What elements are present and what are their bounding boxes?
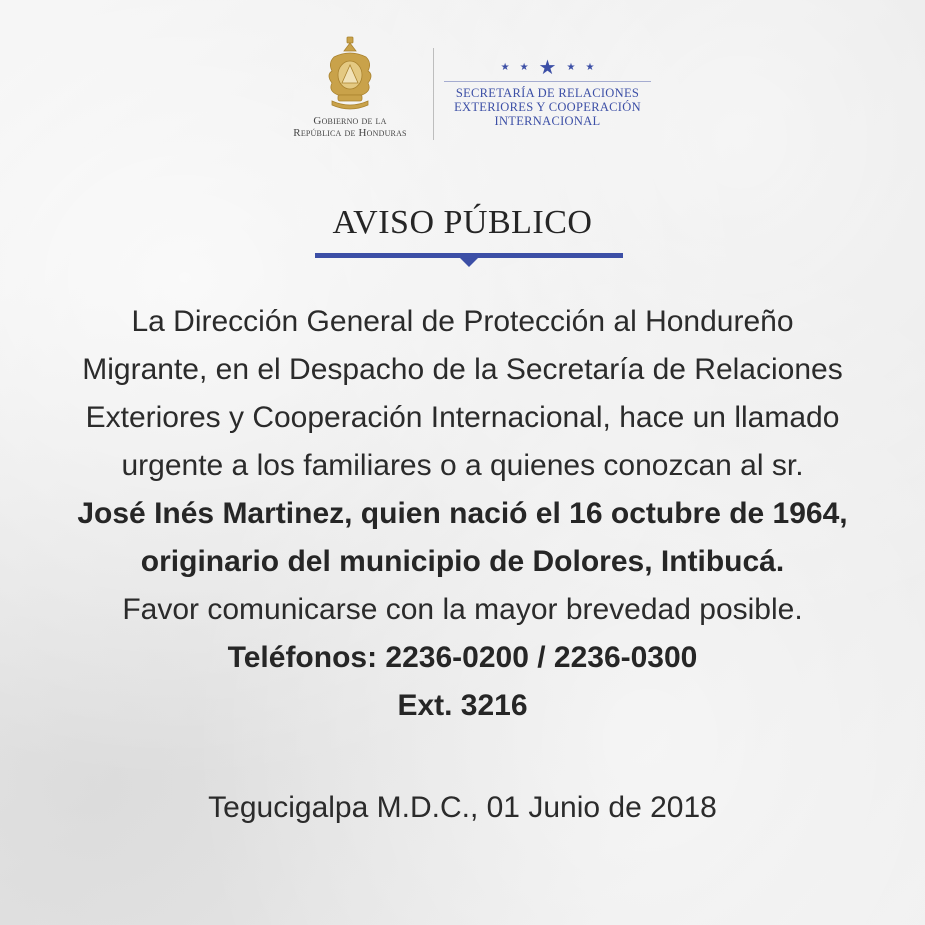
star-icon: ★ bbox=[566, 62, 576, 73]
star-icon: ★ bbox=[519, 62, 529, 73]
coat-of-arms-icon bbox=[322, 35, 378, 111]
person-name-line: José Inés Martinez, quien nació el 16 octubre de 1964, bbox=[77, 497, 848, 530]
five-stars-icon bbox=[440, 58, 655, 78]
body-line: urgente a los familiares o a quienes conozcan al sr. bbox=[121, 449, 804, 482]
body-line: La Dirección General de Protección al Hondureño bbox=[131, 305, 794, 338]
origin-line: originario del municipio de Dolores, Intibucá. bbox=[140, 545, 785, 578]
ministry-name bbox=[440, 86, 655, 128]
extension-line: Ext. 3216 bbox=[397, 689, 528, 722]
government-logo bbox=[270, 35, 430, 139]
ministry-logo bbox=[440, 58, 655, 128]
phone-line: Teléfonos: 2236-0200 / 2236-0300 bbox=[227, 641, 698, 674]
ministry-logo-rule bbox=[444, 81, 651, 82]
body-line: Migrante, en el Despacho de la Secretaría de Relaciones bbox=[82, 353, 843, 386]
notice-body bbox=[0, 298, 925, 730]
logo-divider bbox=[433, 48, 434, 140]
date-line: Tegucigalpa M.D.C., 01 Junio de 2018 bbox=[208, 791, 717, 824]
title-pointer-icon bbox=[459, 257, 479, 267]
government-name bbox=[270, 115, 430, 139]
ministry-name-line-3: INTERNACIONAL bbox=[494, 114, 601, 128]
request-line: Favor comunicarse con la mayor brevedad posible. bbox=[122, 593, 803, 626]
star-icon: ★ bbox=[538, 57, 557, 79]
ministry-name-line-2: EXTERIORES Y COOPERACIÓN bbox=[454, 100, 641, 114]
star-icon: ★ bbox=[500, 62, 510, 73]
government-name-line-2: República de Honduras bbox=[293, 127, 407, 139]
body-line: Exteriores y Cooperación Internacional, hace un llamado bbox=[85, 401, 840, 434]
star-icon: ★ bbox=[585, 62, 595, 73]
government-name-line-1: Gobierno de la bbox=[313, 115, 387, 127]
notice-title: AVISO PÚBLICO bbox=[332, 204, 593, 241]
ministry-name-line-1: SECRETARÍA DE RELACIONES bbox=[455, 86, 640, 100]
letterhead bbox=[0, 0, 925, 160]
